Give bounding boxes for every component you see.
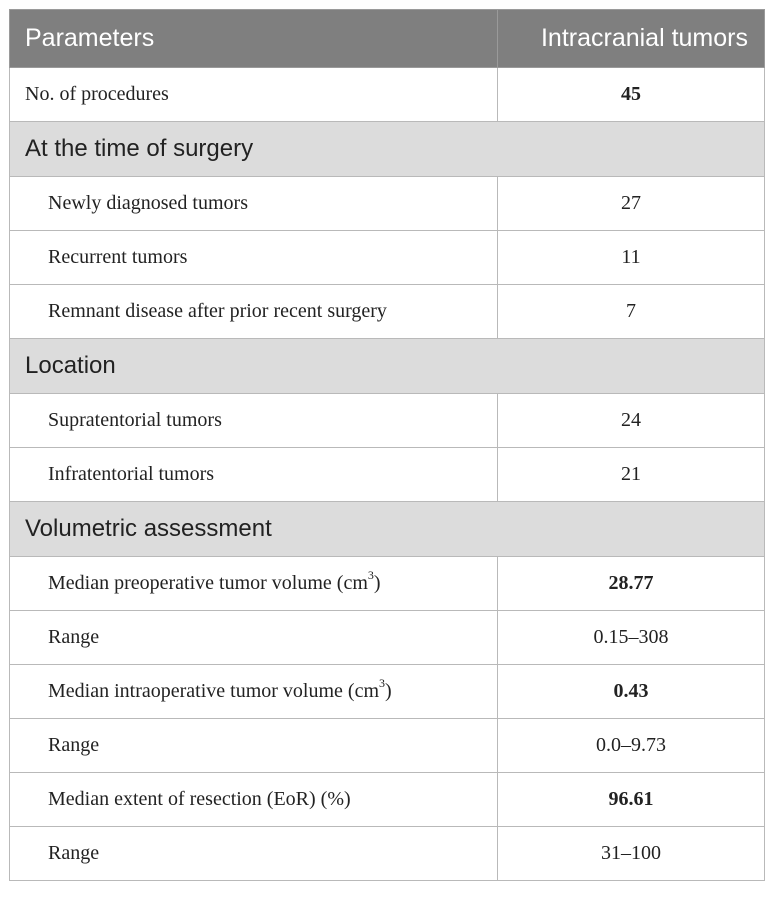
row-label: Newly diagnosed tumors [10, 177, 498, 231]
row-value: 0.43 [498, 665, 765, 719]
row-label: Range [10, 611, 498, 665]
label-text: ) [385, 680, 392, 702]
section-row [10, 502, 765, 557]
superscript: 3 [367, 568, 374, 583]
label-text: Median intraoperative tumor volume (cm [48, 680, 380, 702]
row-label: Range [10, 719, 498, 773]
row-value: 11 [498, 231, 765, 285]
row-value: 0.0–9.73 [498, 719, 765, 773]
section-label: At the time of surgery [10, 122, 765, 177]
table-row [10, 448, 765, 502]
table-row [10, 665, 765, 719]
table-container [9, 9, 764, 881]
row-label: Infratentorial tumors [10, 448, 498, 502]
row-value: 24 [498, 394, 765, 448]
section-label: Location [10, 339, 765, 394]
table-row [10, 68, 765, 122]
table-row [10, 827, 765, 881]
row-label: Recurrent tumors [10, 231, 498, 285]
row-label [10, 665, 498, 719]
row-value: 31–100 [498, 827, 765, 881]
table-row [10, 719, 765, 773]
table-row [10, 557, 765, 611]
table-row [10, 177, 765, 231]
row-value: 28.77 [498, 557, 765, 611]
table-row [10, 394, 765, 448]
label-text: Median preoperative tumor volume (cm [48, 572, 368, 594]
row-value: 7 [498, 285, 765, 339]
row-label: Remnant disease after prior recent surgery [10, 285, 498, 339]
label-text: ) [373, 572, 381, 594]
header-intracranial-tumors: Intracranial tumors [498, 10, 765, 68]
row-value: 27 [498, 177, 765, 231]
table-row [10, 285, 765, 339]
row-label: Range [10, 827, 498, 881]
row-value: 45 [498, 68, 765, 122]
section-row [10, 339, 765, 394]
table-row [10, 773, 765, 827]
row-label: No. of procedures [10, 68, 498, 122]
header-parameters: Parameters [10, 10, 498, 68]
row-value: 96.61 [498, 773, 765, 827]
table-header-row [10, 10, 765, 68]
table-row [10, 611, 765, 665]
row-label: Supratentorial tumors [10, 394, 498, 448]
row-label [10, 557, 498, 611]
table-row [10, 231, 765, 285]
row-label: Median extent of resection (EoR) (%) [10, 773, 498, 827]
row-value: 21 [498, 448, 765, 502]
parameters-table [9, 9, 765, 881]
section-label: Volumetric assessment [10, 502, 765, 557]
section-row [10, 122, 765, 177]
row-value: 0.15–308 [498, 611, 765, 665]
superscript: 3 [379, 676, 386, 691]
